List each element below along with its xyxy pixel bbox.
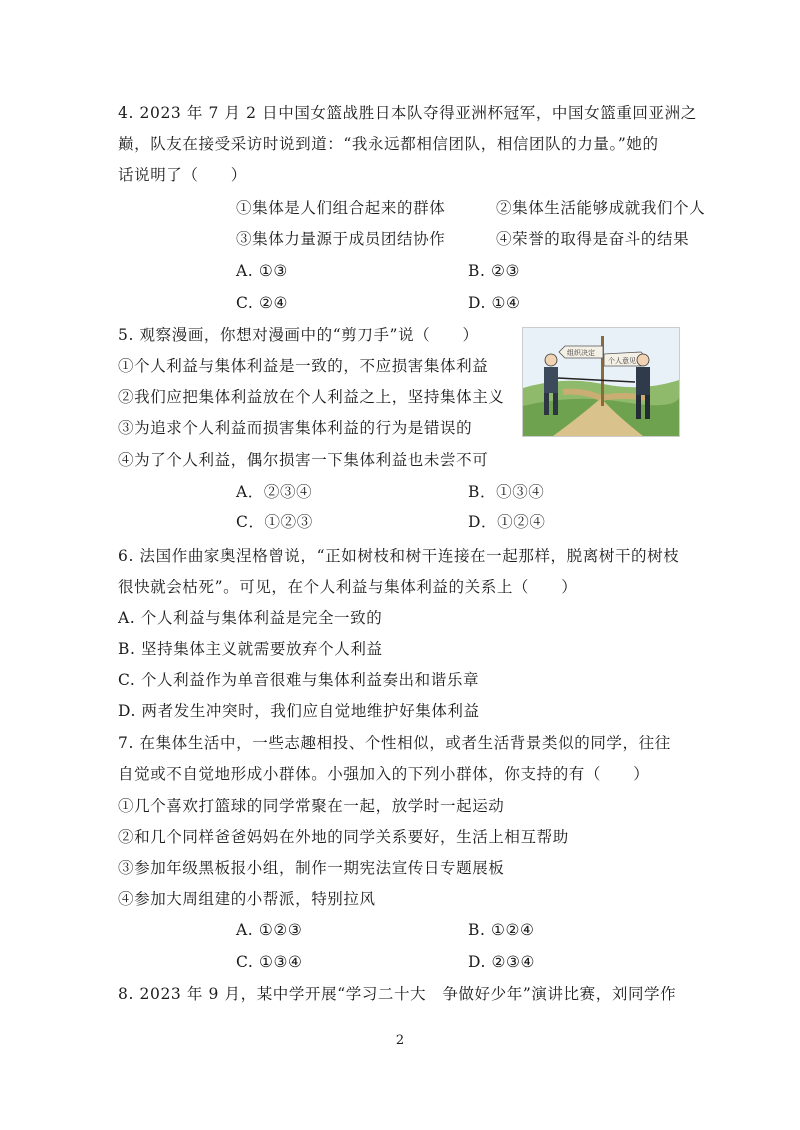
q4-statement-3: ③集体力量源于成员团结协作 (236, 230, 446, 248)
q5-option-a: A．②③④ (236, 483, 313, 501)
q7-statement-2: ②和几个同样爸爸妈妈在外地的同学关系要好，生活上相互帮助 (118, 828, 569, 846)
q5-option-d: D．①②④ (468, 513, 546, 531)
q5-statement-2: ②我们应把集体利益放在个人利益之上，坚持集体主义 (118, 388, 505, 406)
q7-statement-4: ④参加大周组建的小帮派，特别拉风 (118, 890, 376, 908)
page-number: 2 (395, 1033, 405, 1048)
q7-option-b: B. ①②④ (468, 921, 535, 939)
cartoon-illustration (523, 328, 679, 436)
sign-left-text: 组织决定 (567, 349, 595, 357)
q4-option-a: A. ①③ (236, 262, 288, 280)
q7-statement-1: ①几个喜欢打篮球的同学常聚在一起，放学时一起运动 (118, 797, 505, 815)
q4-stem-line-1: 4. 2023 年 7 月 2 日中国女篮战胜日本队夺得亚洲杯冠军，中国女篮重回亚洲之 (118, 104, 697, 122)
q6-option-d: D. 两者发生冲突时，我们应自觉地维护好集体利益 (118, 702, 480, 720)
q7-option-c: C. ①③④ (236, 953, 303, 971)
q5-stem: 5. 观察漫画，你想对漫画中的“剪刀手”说（ ） (118, 326, 479, 344)
q4-statement-1: ①集体是人们组合起来的群体 (236, 199, 446, 217)
q5-statement-3: ③为追求个人利益而损害集体利益的行为是错误的 (118, 419, 473, 437)
q5-option-c: C．①②③ (236, 513, 313, 531)
q6-option-b: B. 坚持集体主义就需要放弃个人利益 (118, 640, 383, 658)
q5-statement-1: ①个人利益与集体利益是一致的，不应损害集体利益 (118, 357, 489, 375)
q4-stem-line-3: 话说明了（ ） (118, 166, 247, 184)
q4-statement-4: ④荣誉的取得是奋斗的结果 (496, 230, 690, 248)
q7-stem-line-1: 7. 在集体生活中，一些志趣相投、个性相似，或者生活背景类似的同学，往往 (118, 734, 671, 752)
q6-stem-line-1: 6. 法国作曲家奥涅格曾说，“正如树枝和树干连接在一起那样，脱离树干的树枝 (118, 547, 680, 565)
q7-statement-3: ③参加年级黑板报小组，制作一期宪法宣传日专题展板 (118, 859, 505, 877)
q8-stem-line-1: 8. 2023 年 9 月，某中学开展“学习二十大 争做好少年”演讲比赛，刘同学作 (118, 985, 677, 1003)
sign-right-text: 个人意见 (608, 357, 636, 365)
q7-stem-line-2: 自觉或不自觉地形成小群体。小强加入的下列小群体，你支持的有（ ） (118, 765, 650, 783)
q5-statement-4: ④为了个人利益，偶尔损害一下集体利益也未尝不可 (118, 451, 489, 469)
q6-option-a: A. 个人利益与集体利益是完全一致的 (118, 609, 383, 627)
q6-stem-line-2: 很快就会枯死”。可见，在个人利益与集体利益的关系上（ ） (118, 578, 578, 596)
q4-option-c: C. ②④ (236, 294, 288, 312)
q4-option-b: B. ②③ (468, 262, 521, 280)
q5-option-b: B．①③④ (468, 483, 545, 501)
q6-option-c: C. 个人利益作为单音很难与集体利益奏出和谐乐章 (118, 671, 480, 689)
q4-stem-line-2: 巅，队友在接受采访时说到道：“我永远都相信团队，相信团队的力量。”她的 (118, 135, 659, 153)
q4-statement-2: ②集体生活能够成就我们个人 (496, 199, 706, 217)
q7-option-a: A. ①②③ (236, 921, 303, 939)
q7-option-d: D. ②③④ (468, 953, 536, 971)
q4-option-d: D. ①④ (468, 294, 521, 312)
scissors-cartoon (522, 327, 680, 437)
